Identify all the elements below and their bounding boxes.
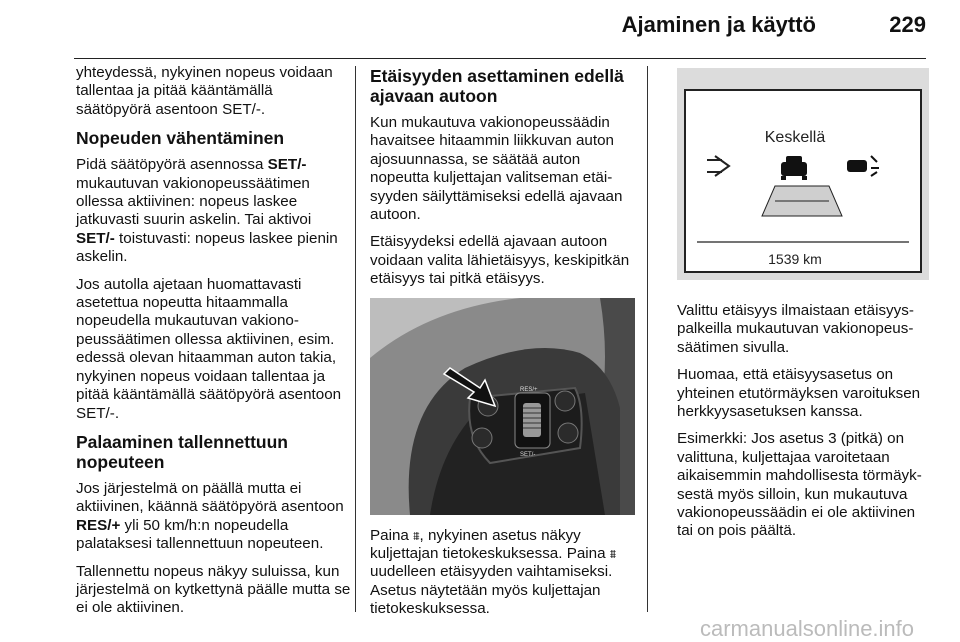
paragraph: Paina ⩩, nykyinen asetus näkyy kuljettajan tietokeskuksessa. Paina ⩩ uudelleen etäisyyden vaihtamiseksi. Asetus näytetään myös kuljettajan tietokeskuksessa. [370,526,617,618]
column-2 [370,64,635,628]
distance-gap-icon: ⩩ [413,528,420,543]
heading-resume-speed: Palaaminen tallennettuun nopeuteen [76,431,288,472]
paragraph: Jos järjestelmä on päällä mutta ei aktiivinen, käännä säätöpyörä asentoon RES/+ yli 50 km/h:n nopeudella palataksesi tallennettuun nopeuteen. [76,479,344,553]
paragraph: Pidä säätöpyörä asennossa SET/- mukautuvan vakionopeussäätimen ollessa aktiivinen: nopeus laskee jatkuvasti suurin askelin. Tai aktivoi SET/- toistuvasti: nopeus laskee pienin askelin. [76,156,338,266]
heading-speed-decrease: Nopeuden vähentäminen [76,128,285,149]
paragraph: Valittu etäisyys ilmaistaan etäisyyspalkeilla mukautuvan vakionopeussäätimen sivulla. [677,302,914,356]
heading-distance-setting: Etäisyyden asettaminen edellä ajavaan autoon [370,66,624,106]
column-divider [355,66,356,612]
paragraph: Huomaa, että etäisyysasetus on yhteinen etutörmäyksen varoituksen herkkyysasetuksen kanssa. [677,366,921,421]
header-rule [74,58,926,59]
column-1 [76,64,352,627]
paragraph: Etäisyydeksi edellä ajavaan autoon voidaan valita lähietäisyys, keskipitkän etäisyys tai pitkä etäisyys. [370,233,630,288]
paragraph: Tallennettu nopeus näkyy suluissa, kun järjestelmä on kytkettynä päälle mutta se ei ole aktiivinen. [76,562,351,617]
driver-info-display [677,68,929,280]
page-number: 229 [889,12,926,37]
wheel-label-set: SET/- [520,451,536,458]
paragraph: Jos autolla ajetaan huomattavasti asetettua nopeutta hitaammalla nopeudella mukautuvan vakionopeussäätimen ollessa aktiivinen, esim. edessä olevan hitaamman auton takia, nykyinen nopeus voidaan tallentaa ja pitää kääntämällä säätöpyörä asentoon SET/-. [76,275,342,422]
paragraph: Esimerkki: Jos asetus 3 (pitkä) on valittuna, kuljettajaa varoitetaan aikaisemmin mahdollisesta törmäyksestä myös silloin, kun mukautuva vakionopeussäädin ei ole aktiivinen tai on pois päältä. [677,430,922,540]
display-odometer: 1539 km [768,251,822,267]
watermark: carmanualsonline.info [700,616,915,641]
header-title: Ajaminen ja käyttö [621,12,816,37]
paragraph: yhteydessä, nykyinen nopeus voidaan tallentaa ja pitää kääntämällä säätöpyörä asentoon SET/-. [76,64,333,118]
distance-gap-icon: ⩩ [609,547,617,562]
display-distance-label: Keskellä [764,129,826,146]
page-header [74,8,926,48]
steering-wheel-photo [370,298,635,515]
column-divider [647,66,648,612]
wheel-label-res: RES/+ [520,386,538,393]
paragraph: Kun mukautuva vakionopeussäädin havaitsee hitaammin liikkuvan auton ajosuunnassa, se säätää auton nopeutta kuljettajan valitseman etäisyyden säilyttämiseksi edellä ajavaan autoon. [370,114,623,224]
column-3 [677,64,929,550]
